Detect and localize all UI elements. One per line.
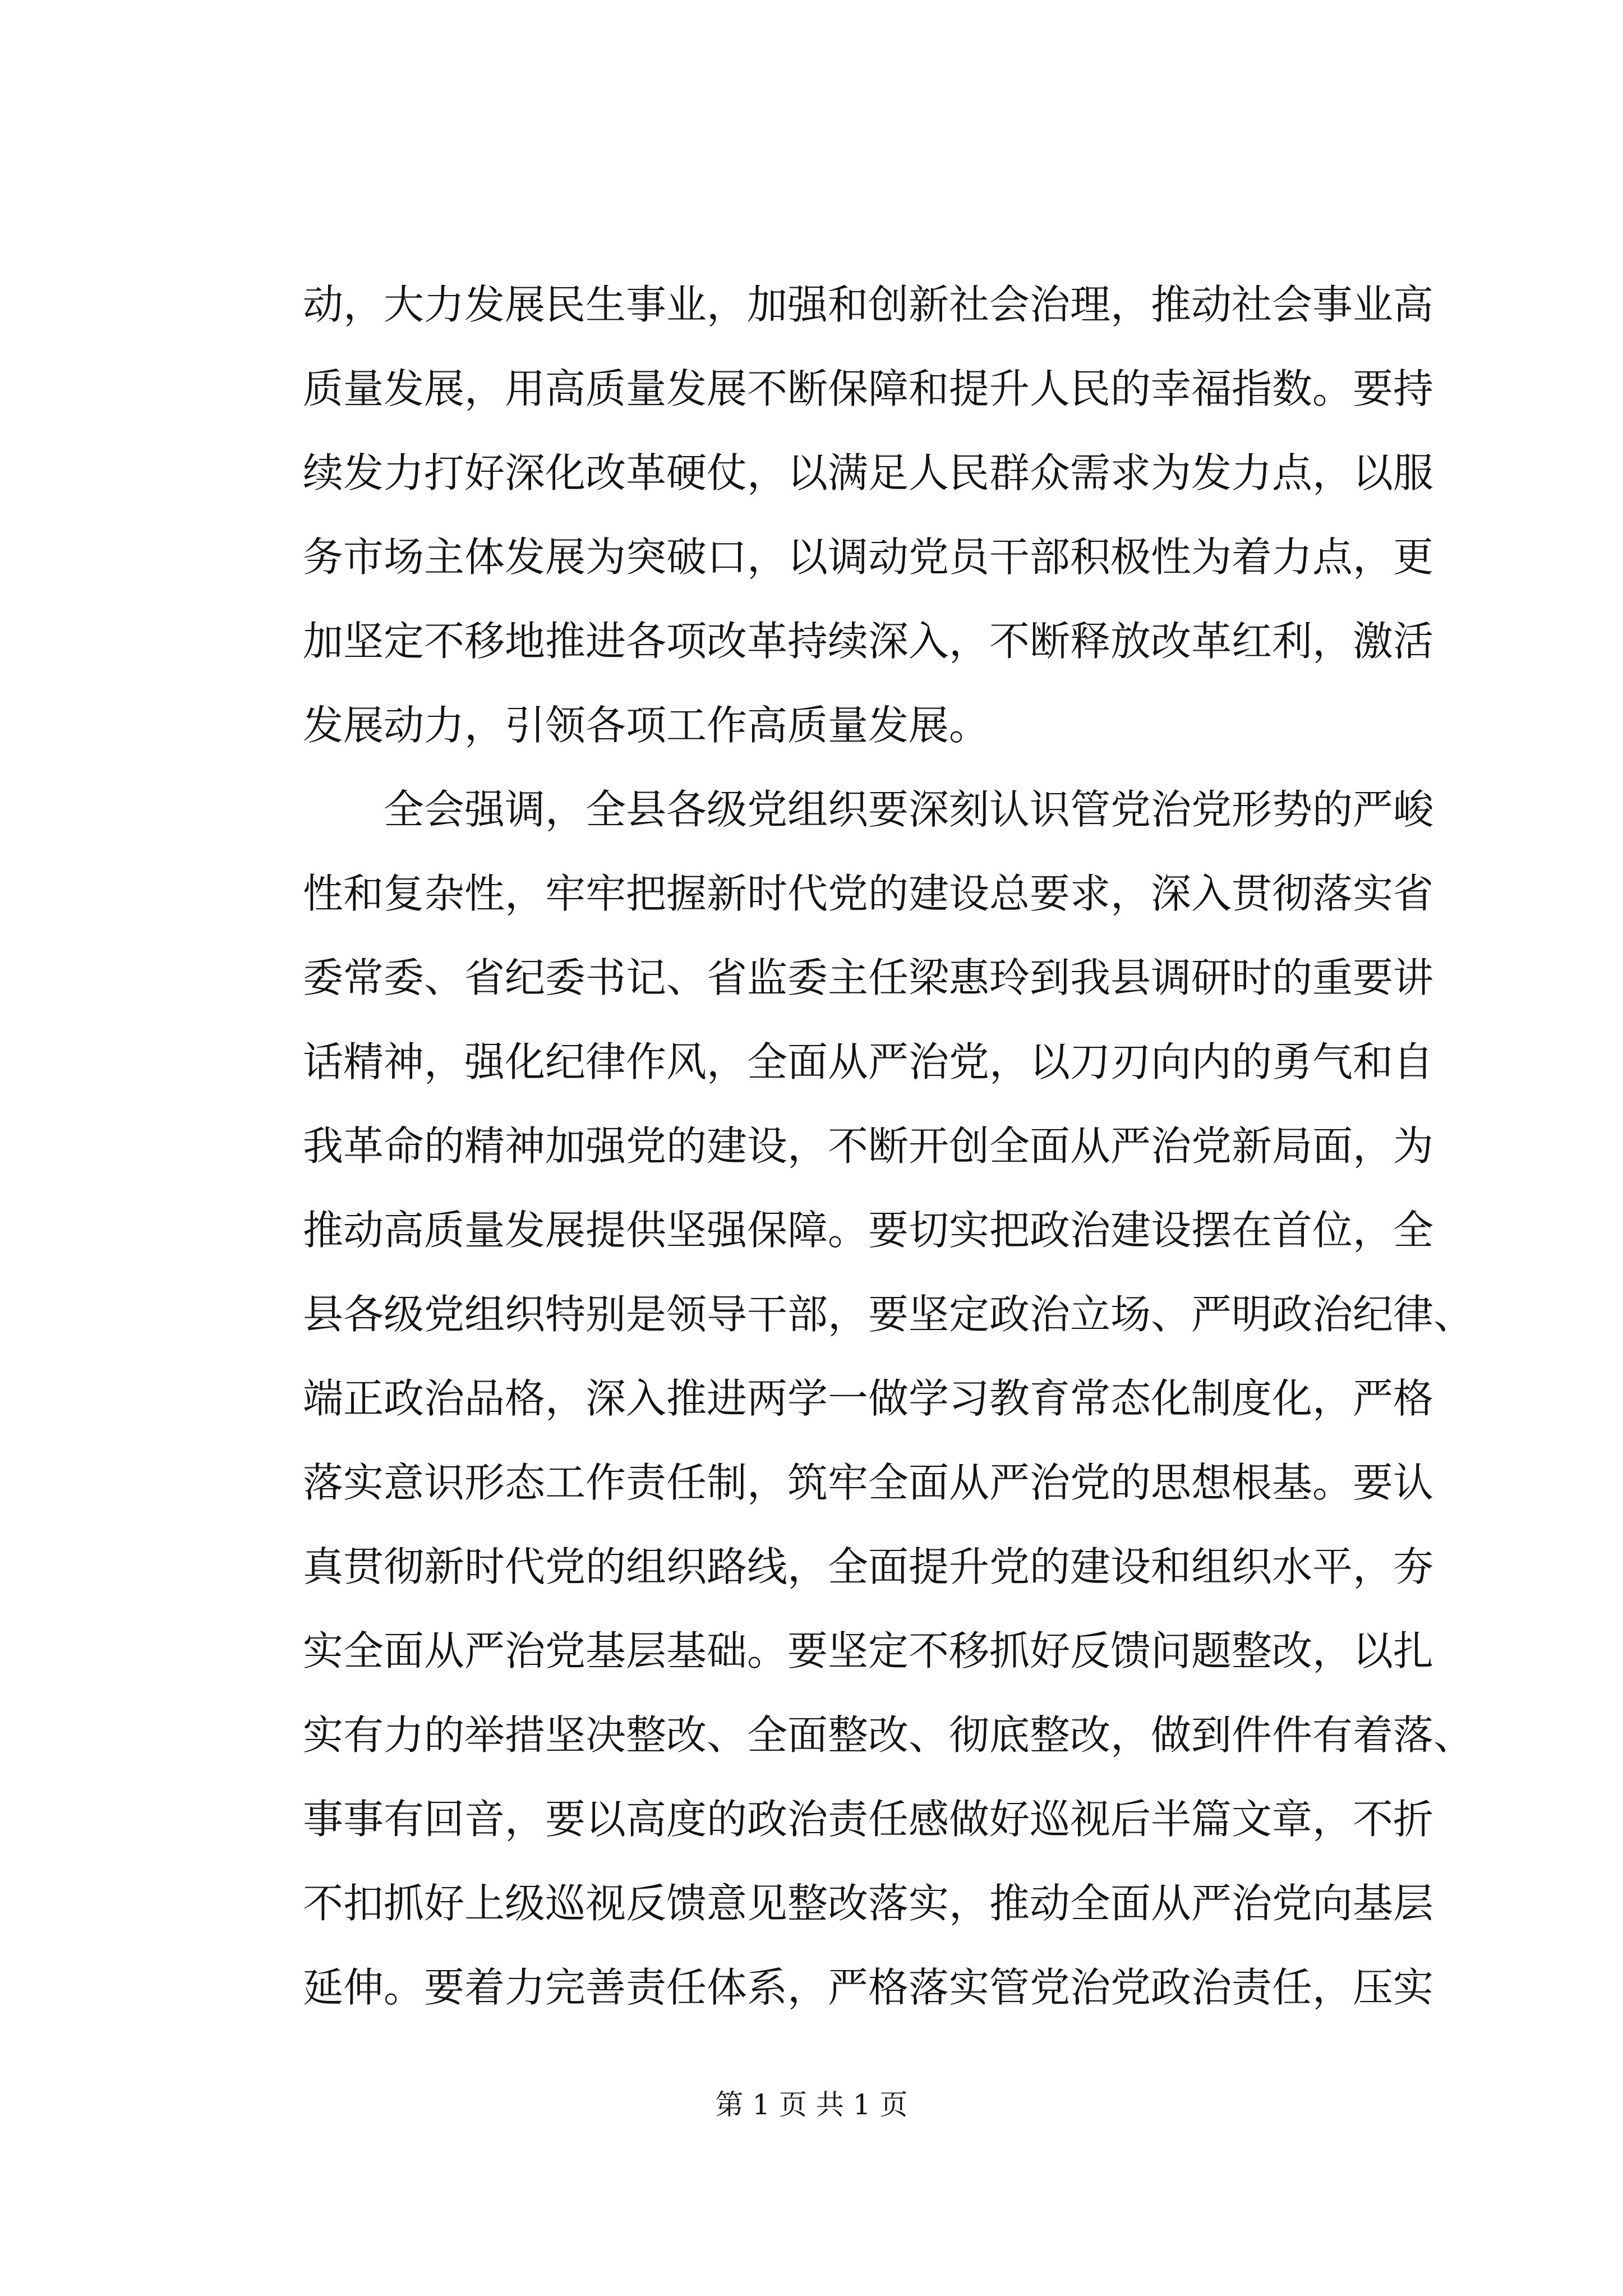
text-line: 落实意识形态工作责任制，筑牢全面从严治党的思想根基。要认: [303, 1459, 1434, 1506]
text-line: 全会强调，全县各级党组织要深刻认识管党治党形势的严峻: [384, 786, 1434, 833]
text-line: 真贯彻新时代党的组织路线，全面提升党的建设和组织水平，夯: [303, 1543, 1434, 1590]
text-line: 延伸。要着力完善责任体系，严格落实管党治党政治责任，压实: [303, 1964, 1434, 2011]
text-line: 我革命的精神加强党的建设，不断开创全面从严治党新局面，为: [303, 1122, 1434, 1170]
text-line: 实有力的举措坚决整改、全面整改、彻底整改，做到件件有着落、: [303, 1711, 1474, 1759]
text-line: 加坚定不移地推进各项改革持续深入，不断释放改革红利，激活: [303, 618, 1434, 665]
text-line: 不扣抓好上级巡视反馈意见整改落实，推动全面从严治党向基层: [303, 1880, 1434, 1927]
document-body: [303, 263, 1474, 2030]
text-line: 动，大力发展民生事业，加强和创新社会治理，推动社会事业高: [303, 281, 1434, 328]
text-line: 续发力打好深化改革硬仗，以满足人民群众需求为发力点，以服: [303, 449, 1434, 496]
text-line: 性和复杂性，牢牢把握新时代党的建设总要求，深入贯彻落实省: [303, 870, 1434, 917]
text-line: 发展动力，引领各项工作高质量发展。: [303, 702, 990, 749]
page-number-footer: 第 1 页 共 1 页: [715, 2088, 908, 2121]
text-line: 实全面从严治党基层基础。要坚定不移抓好反馈问题整改，以扎: [303, 1627, 1434, 1674]
text-line: 推动高质量发展提供坚强保障。要切实把政治建设摆在首位，全: [303, 1207, 1434, 1254]
text-line: 话精神，强化纪律作风，全面从严治党，以刀刃向内的勇气和自: [303, 1038, 1434, 1085]
text-line: 端正政治品格，深入推进两学一做学习教育常态化制度化，严格: [303, 1375, 1434, 1422]
text-line: 委常委、省纪委书记、省监委主任梁惠玲到我县调研时的重要讲: [303, 954, 1434, 1001]
text-line: 质量发展，用高质量发展不断保障和提升人民的幸福指数。要持: [303, 365, 1434, 412]
text-line: 县各级党组织特别是领导干部，要坚定政治立场、严明政治纪律、: [303, 1291, 1474, 1338]
text-line: 务市场主体发展为突破口，以调动党员干部积极性为着力点，更: [303, 533, 1434, 581]
text-line: 事事有回音，要以高度的政治责任感做好巡视后半篇文章，不折: [303, 1796, 1434, 1843]
